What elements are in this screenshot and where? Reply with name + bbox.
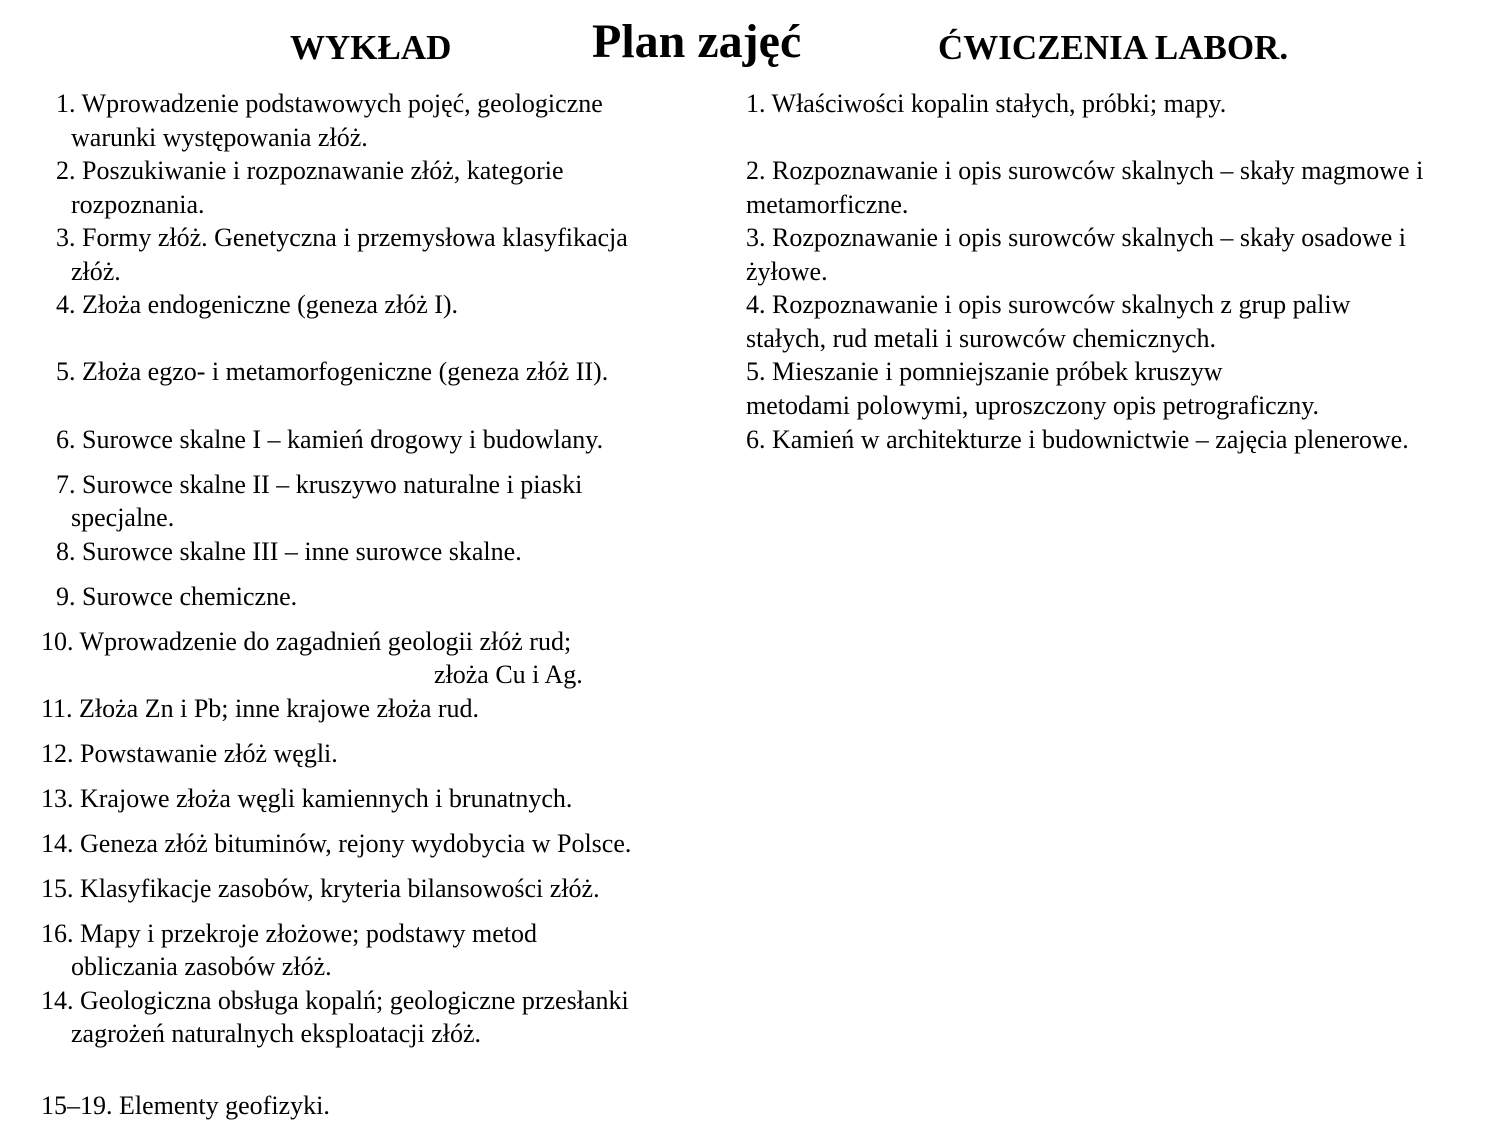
- lab-heading: ĆWICZENIA LABOR.: [938, 28, 1289, 67]
- lecture-line: 12. Powstawanie złóż węgli.: [41, 739, 338, 768]
- lecture-line: 11. Złoża Zn i Pb; inne krajowe złoża rud.: [41, 694, 480, 723]
- lecture-line: 8. Surowce skalne III – inne surowce skalne.: [56, 537, 522, 566]
- lecture-line: złoża Cu i Ag.: [434, 660, 583, 689]
- lecture-line: rozpoznania.: [71, 190, 205, 219]
- lecture-line: 2. Poszukiwanie i rozpoznawanie złóż, kategorie: [56, 156, 564, 185]
- lab-line: 1. Właściwości kopalin stałych, próbki; mapy.: [746, 89, 1227, 118]
- lab-line: 5. Mieszanie i pomniejszanie próbek kruszyw: [746, 357, 1223, 386]
- page-title: Plan zajęć: [592, 15, 802, 68]
- lecture-line: złóż.: [71, 257, 121, 286]
- lab-line: metamorficzne.: [746, 190, 909, 219]
- lecture-line: 7. Surowce skalne II – kruszywo naturalne i piaski: [56, 470, 583, 499]
- lab-line: stałych, rud metali i surowców chemicznych.: [746, 324, 1217, 353]
- lab-line: 3. Rozpoznawanie i opis surowców skalnych – skały osadowe i: [746, 223, 1406, 252]
- lecture-line: 15. Klasyfikacje zasobów, kryteria bilansowości złóż.: [41, 874, 600, 903]
- lecture-heading: WYKŁAD: [290, 28, 452, 67]
- lecture-line: 14. Geologiczna obsługa kopalń; geologiczne przesłanki: [41, 986, 629, 1015]
- lecture-line: 16. Mapy i przekroje złożowe; podstawy metod: [41, 919, 538, 948]
- lecture-line: obliczania zasobów złóż.: [71, 952, 332, 981]
- lecture-line: 1. Wprowadzenie podstawowych pojęć, geologiczne: [56, 89, 603, 118]
- lecture-line: 14. Geneza złóż bituminów, rejony wydobycia w Polsce.: [41, 829, 632, 858]
- lab-line: metodami polowymi, uproszczony opis petrograficzny.: [746, 391, 1320, 420]
- lecture-line: 15–19. Elementy geofizyki.: [41, 1091, 330, 1120]
- lecture-line: warunki występowania złóż.: [71, 123, 368, 152]
- lecture-line: 5. Złoża egzo- i metamorfogeniczne (geneza złóż II).: [56, 357, 609, 386]
- lecture-line: 6. Surowce skalne I – kamień drogowy i budowlany.: [56, 425, 604, 454]
- lab-line: 4. Rozpoznawanie i opis surowców skalnych z grup paliw: [746, 290, 1351, 319]
- lecture-line: 4. Złoża endogeniczne (geneza złóż I).: [56, 290, 459, 319]
- lab-line: 6. Kamień w architekturze i budownictwie – zajęcia plenerowe.: [746, 425, 1409, 454]
- lab-line: 2. Rozpoznawanie i opis surowców skalnych – skały magmowe i: [746, 156, 1424, 185]
- lecture-line: zagrożeń naturalnych eksploatacji złóż.: [71, 1019, 482, 1048]
- lecture-line: 10. Wprowadzenie do zagadnień geologii złóż rud;: [41, 627, 572, 656]
- lecture-line: 3. Formy złóż. Genetyczna i przemysłowa klasyfikacja: [56, 223, 628, 252]
- lab-line: żyłowe.: [746, 257, 828, 286]
- lecture-line: 13. Krajowe złoża węgli kamiennych i brunatnych.: [41, 784, 573, 813]
- lecture-line: 9. Surowce chemiczne.: [56, 582, 298, 611]
- lecture-line: specjalne.: [71, 503, 175, 532]
